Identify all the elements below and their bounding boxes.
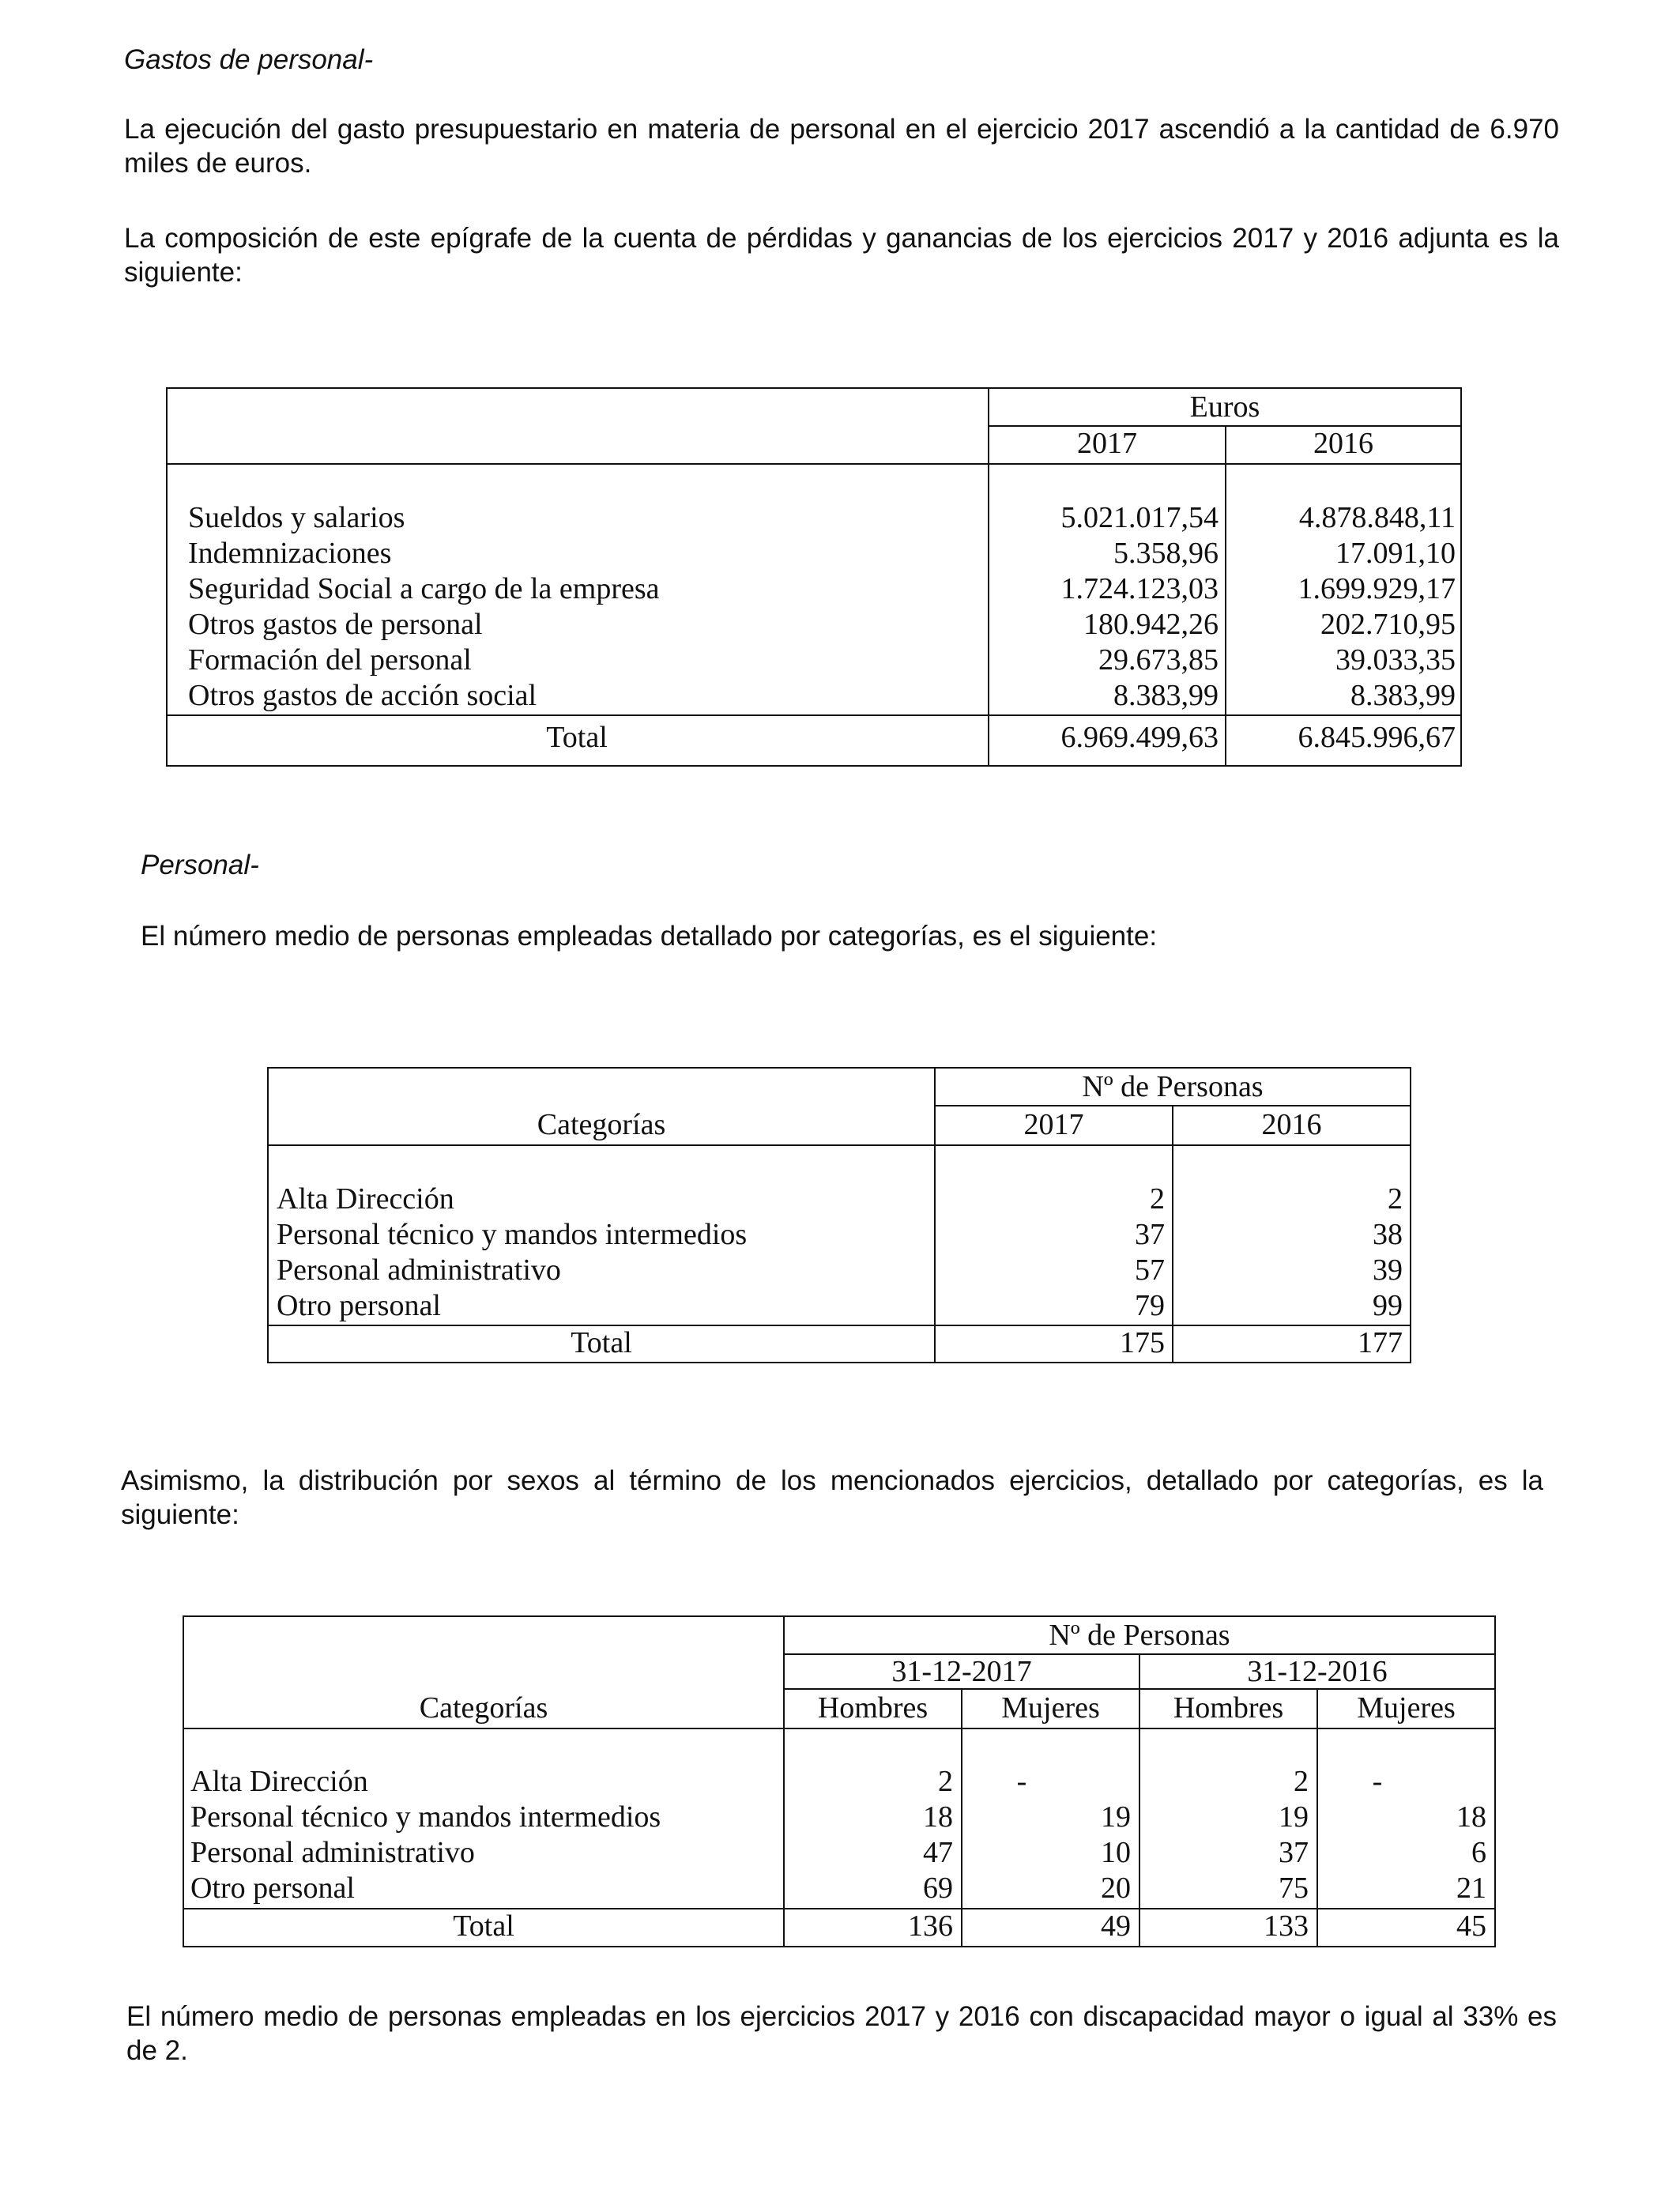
row-label: Personal administrativo	[190, 1836, 475, 1869]
table1-group-header: Euros	[1189, 390, 1260, 424]
row-label: Alta Dirección	[190, 1765, 368, 1798]
table2-year-2016: 2016	[1261, 1108, 1322, 1141]
row-label: Otros gastos de personal	[188, 608, 483, 641]
row-value-2017: 180.942,26	[1083, 608, 1219, 641]
table2-year-2017: 2017	[1023, 1108, 1084, 1141]
row-hombres-2016: 75	[1279, 1872, 1309, 1905]
row-mujeres-2016: 18	[1456, 1800, 1486, 1834]
row-hombres-2017: 2	[938, 1765, 953, 1798]
row-label: Indemnizaciones	[188, 537, 392, 570]
row-value-2017: 79	[1135, 1289, 1165, 1322]
row-hombres-2016: 19	[1279, 1800, 1309, 1834]
row-label: Sueldos y salarios	[188, 501, 405, 534]
row-label: Seguridad Social a cargo de la empresa	[188, 572, 660, 605]
row-mujeres-2017: 10	[1101, 1836, 1131, 1869]
row-mujeres-2016: 6	[1471, 1836, 1486, 1869]
row-value-2017: 1.724.123,03	[1060, 572, 1219, 605]
row-mujeres-2017: -	[1016, 1765, 1027, 1798]
row-hombres-2017: 47	[923, 1836, 953, 1869]
section-heading-personal: Personal-	[141, 850, 259, 880]
row-hombres-2016: 37	[1279, 1836, 1309, 1869]
row-label: Personal técnico y mandos intermedios	[190, 1800, 661, 1834]
total-hombres-2016: 133	[1264, 1909, 1309, 1943]
total-value-2016: 177	[1358, 1326, 1403, 1359]
row-value-2016: 99	[1373, 1289, 1403, 1322]
table1-year-2016: 2016	[1313, 427, 1373, 460]
row-label: Otro personal	[277, 1289, 441, 1322]
row-value-2016: 4.878.848,11	[1298, 501, 1456, 534]
table3-category-header: Categorías	[419, 1691, 548, 1725]
total-hombres-2017: 136	[908, 1909, 953, 1943]
table3-mujeres-2017: Mujeres	[1001, 1691, 1100, 1725]
row-value-2017: 2	[1150, 1182, 1165, 1216]
table2-group-header: Nº de Personas	[1082, 1070, 1264, 1103]
row-value-2016: 39.033,35	[1335, 643, 1456, 677]
row-label: Alta Dirección	[277, 1182, 454, 1216]
row-hombres-2017: 69	[923, 1872, 953, 1905]
row-value-2017: 57	[1135, 1253, 1165, 1287]
row-value-2017: 37	[1135, 1218, 1165, 1251]
row-mujeres-2016: -	[1372, 1765, 1383, 1798]
row-hombres-2017: 18	[923, 1800, 953, 1834]
row-value-2016: 8.383,99	[1350, 679, 1456, 712]
paragraph-numero-medio: El número medio de personas empleadas detallado por categorías, es el siguiente:	[141, 921, 1158, 952]
row-label: Otros gastos de acción social	[188, 679, 537, 712]
row-value-2016: 202.710,95	[1320, 608, 1456, 641]
paragraph-gasto-presupuestario: La ejecución del gasto presupuestario en materia de personal en el ejercicio 2017 ascendió a la cantidad de 6.970 miles de euros.	[124, 114, 1559, 179]
row-value-2016: 17.091,10	[1335, 537, 1456, 570]
row-value-2017: 5.358,96	[1113, 537, 1219, 570]
total-label: Total	[453, 1909, 514, 1943]
table-distribucion-sexos	[183, 1615, 1496, 1947]
paragraph-composicion: La composición de este epígrafe de la cuenta de pérdidas y ganancias de los ejercicios 2017 y 2016 adjunta es la siguiente:	[124, 223, 1559, 288]
row-label: Personal técnico y mandos intermedios	[277, 1218, 748, 1251]
row-mujeres-2016: 21	[1456, 1872, 1486, 1905]
row-mujeres-2017: 19	[1101, 1800, 1131, 1834]
table2-category-header: Categorías	[537, 1108, 666, 1141]
table3-hombres-2016: Hombres	[1173, 1691, 1284, 1725]
total-label: Total	[546, 721, 608, 754]
row-hombres-2016: 2	[1294, 1765, 1309, 1798]
total-value-2016: 6.845.996,67	[1298, 721, 1456, 754]
table-gastos-personal	[166, 387, 1462, 767]
row-value-2016: 1.699.929,17	[1298, 572, 1456, 605]
table3-hombres-2017: Hombres	[817, 1691, 929, 1725]
paragraph-distribucion-sexos: Asimismo, la distribución por sexos al término de los mencionados ejercicios, detallado por categorías, es la siguiente:	[121, 1465, 1543, 1530]
paragraph-discapacidad: El número medio de personas empleadas en los ejercicios 2017 y 2016 con discapacidad mayor o igual al 33% es de 2.	[126, 2001, 1557, 2066]
row-value-2016: 39	[1373, 1253, 1403, 1287]
total-mujeres-2016: 45	[1456, 1909, 1486, 1943]
total-mujeres-2017: 49	[1101, 1909, 1131, 1943]
total-value-2017: 175	[1120, 1326, 1165, 1359]
row-value-2016: 2	[1388, 1182, 1403, 1216]
row-label: Formación del personal	[188, 643, 472, 677]
table1-year-2017: 2017	[1077, 427, 1137, 460]
row-value-2017: 29.673,85	[1098, 643, 1219, 677]
total-value-2017: 6.969.499,63	[1060, 721, 1219, 754]
row-value-2017: 8.383,99	[1113, 679, 1219, 712]
table-personal-categorias	[267, 1067, 1411, 1363]
table3-date-2017: 31-12-2017	[891, 1655, 1032, 1688]
section-heading-gastos: Gastos de personal-	[124, 44, 374, 75]
table3-date-2016: 31-12-2016	[1247, 1655, 1388, 1688]
total-label: Total	[571, 1326, 632, 1359]
row-label: Otro personal	[190, 1872, 355, 1905]
row-value-2017: 5.021.017,54	[1060, 501, 1219, 534]
row-mujeres-2017: 20	[1101, 1872, 1131, 1905]
table3-group-header: Nº de Personas	[1049, 1619, 1230, 1652]
row-label: Personal administrativo	[277, 1253, 561, 1287]
row-value-2016: 38	[1373, 1218, 1403, 1251]
table3-mujeres-2016: Mujeres	[1357, 1691, 1456, 1725]
